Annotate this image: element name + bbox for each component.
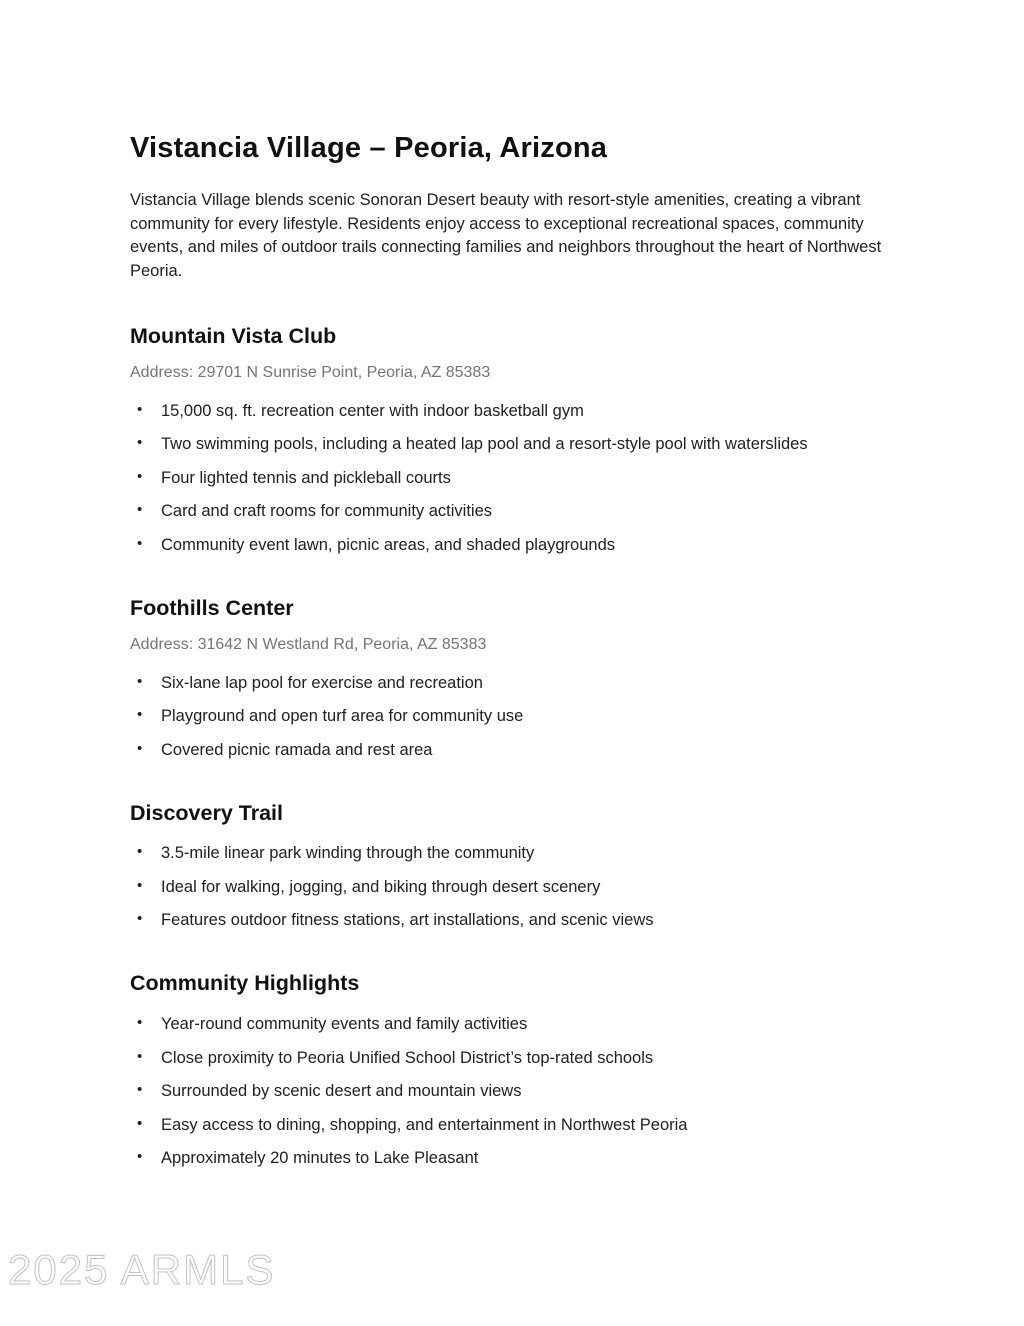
section-heading: Community Highlights — [130, 971, 360, 996]
bullet-item: • Features outdoor fitness stations, art installations, and scenic views — [130, 910, 896, 930]
bullet-item: • Six-lane lap pool for exercise and recreation — [130, 673, 896, 693]
bullet-item: • Surrounded by scenic desert and mountain views — [130, 1081, 896, 1101]
armls-watermark: 2025 ARMLS — [8, 1246, 276, 1293]
section-foothills-center — [130, 596, 896, 760]
bullet-item: • 15,000 sq. ft. recreation center with indoor basketball gym — [130, 401, 896, 421]
bullet-list — [130, 1014, 896, 1168]
bullet-item: • Year-round community events and family activities — [130, 1014, 896, 1034]
section-heading: Mountain Vista Club — [130, 324, 337, 349]
section-heading: Foothills Center — [130, 595, 294, 620]
section-discovery-trail — [130, 801, 896, 931]
bullet-list — [130, 673, 896, 760]
section-community-highlights — [130, 971, 896, 1168]
section-address: Address: 29701 N Sunrise Point, Peoria, AZ 85383 — [130, 364, 491, 382]
bullet-item: • Card and craft rooms for community activities — [130, 501, 896, 521]
bullet-item: • Community event lawn, picnic areas, and shaded playgrounds — [130, 535, 896, 555]
bullet-item: • Approximately 20 minutes to Lake Pleasant — [130, 1148, 896, 1168]
bullet-list — [130, 843, 896, 930]
document-content — [130, 0, 896, 1182]
section-heading: Discovery Trail — [130, 800, 283, 825]
bullet-item: • 3.5-mile linear park winding through the community — [130, 843, 896, 863]
page-title: Vistancia Village – Peoria, Arizona — [130, 132, 608, 164]
section-address: Address: 31642 N Westland Rd, Peoria, AZ 85383 — [130, 635, 487, 653]
bullet-item: • Easy access to dining, shopping, and entertainment in Northwest Peoria — [130, 1115, 896, 1135]
bullet-item: • Close proximity to Peoria Unified School District’s top-rated schools — [130, 1048, 896, 1068]
bullet-list — [130, 401, 896, 555]
bullet-item: • Two swimming pools, including a heated lap pool and a resort-style pool with waterslides — [130, 434, 896, 454]
bullet-item: • Covered picnic ramada and rest area — [130, 740, 896, 760]
bullet-item: • Four lighted tennis and pickleball courts — [130, 468, 896, 488]
section-mountain-vista-club — [130, 324, 896, 555]
bullet-item: • Ideal for walking, jogging, and biking through desert scenery — [130, 877, 896, 897]
bullet-item: • Playground and open turf area for community use — [130, 706, 896, 726]
intro-paragraph: Vistancia Village blends scenic Sonoran Desert beauty with resort-style amenities, creating a vibrant community for every lifestyle. Residents enjoy access to exceptional recreational spaces, community events, and miles of outdoor trails connecting families and neighbors throughout the heart of Northwest Peoria. — [130, 191, 882, 280]
